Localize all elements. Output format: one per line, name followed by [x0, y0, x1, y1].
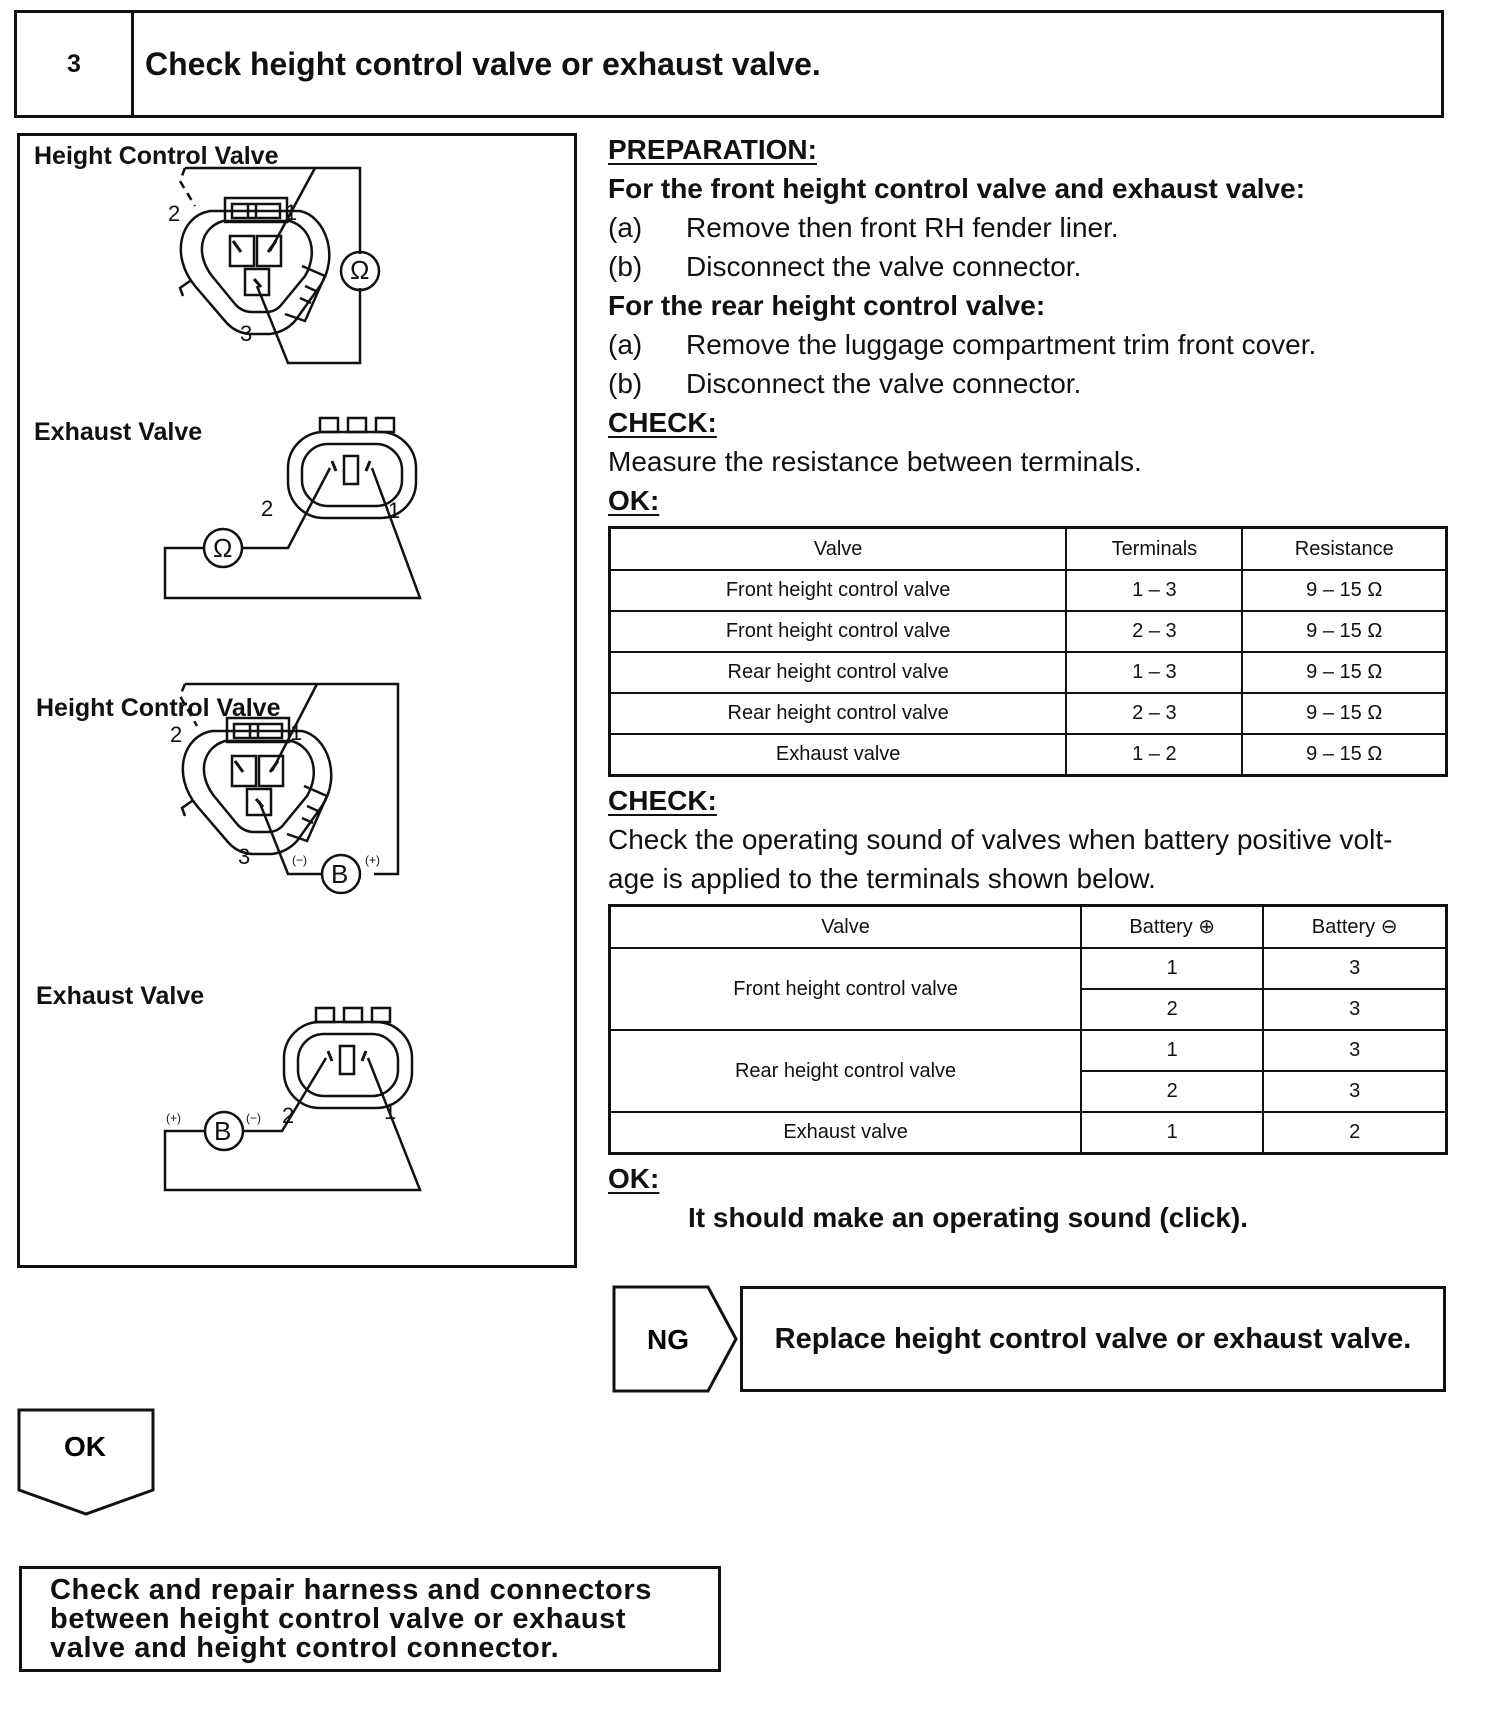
table-cell: 3: [1263, 989, 1446, 1030]
table-cell: 1 – 3: [1066, 652, 1242, 693]
table-header: Battery ⊕: [1081, 906, 1263, 949]
hcv2-terminal-2: 2: [170, 722, 183, 747]
step-label: (a): [608, 329, 643, 360]
table-cell: 2: [1263, 1112, 1446, 1154]
resistance-table: [608, 526, 1448, 777]
check-heading: CHECK:: [608, 407, 717, 438]
table-cell: 1 – 3: [1066, 570, 1242, 611]
check-text: Measure the resistance between terminals.: [608, 446, 1142, 477]
preparation-heading: PREPARATION:: [608, 134, 817, 165]
battery-minus-label: (−): [246, 1111, 261, 1125]
ok-heading: OK:: [608, 485, 660, 516]
step-label: (a): [608, 212, 643, 243]
table-cell: 1: [1081, 1112, 1263, 1154]
table-cell: 3: [1263, 1030, 1446, 1071]
step-label: (b): [608, 368, 643, 399]
final-action-line: valve and height control connector.: [50, 1632, 560, 1664]
battery-plus-label: (+): [166, 1111, 181, 1125]
table-cell: Rear height control valve: [610, 1030, 1082, 1112]
ev2-terminal-2: 2: [282, 1103, 295, 1128]
check-text-line: Check the operating sound of valves when battery positive volt-: [608, 824, 1393, 855]
table-cell: Rear height control valve: [610, 652, 1067, 693]
table-row: [610, 734, 1447, 776]
rear-heading: For the rear height control valve:: [608, 290, 1046, 321]
final-action-line: Check and repair harness and connectors: [50, 1574, 652, 1606]
hcv-connector-1: [180, 198, 329, 334]
table-cell: Exhaust valve: [610, 1112, 1082, 1154]
table-cell: 3: [1263, 948, 1446, 989]
table-cell: 2: [1081, 1071, 1263, 1112]
ev-connector-2: [284, 1008, 412, 1108]
hcv1-terminal-3: 3: [240, 321, 253, 346]
battery-table: [608, 904, 1448, 1155]
ok-text: It should make an operating sound (click).: [688, 1202, 1249, 1233]
table-cell: 9 – 15 Ω: [1242, 734, 1446, 776]
ohm-icon: Ω: [350, 255, 370, 285]
final-action-box: [19, 1566, 721, 1672]
ev1-terminal-1: 1: [388, 498, 401, 523]
table-cell: 9 – 15 Ω: [1242, 693, 1446, 734]
rear-step: [608, 325, 1458, 364]
ng-action-box: [740, 1286, 1446, 1392]
ev2-terminal-1: 1: [384, 1099, 397, 1124]
table-cell: 1: [1081, 1030, 1263, 1071]
table-cell: 1 – 2: [1066, 734, 1242, 776]
ng-label: NG: [647, 1324, 689, 1355]
diagram-panel: [17, 133, 577, 1268]
table-cell: 9 – 15 Ω: [1242, 611, 1446, 652]
step-label: (b): [608, 251, 643, 282]
ok-label: OK: [64, 1431, 106, 1462]
table-header-row: [610, 906, 1447, 949]
front-step: [608, 247, 1458, 286]
hcv1-terminal-2: 2: [168, 201, 181, 226]
ok-heading: OK:: [608, 1163, 660, 1194]
battery-icon: B: [214, 1116, 232, 1146]
table-cell: 9 – 15 Ω: [1242, 652, 1446, 693]
table-row: [610, 570, 1447, 611]
check-text-line: age is applied to the terminals shown below.: [608, 863, 1156, 894]
table-cell: 3: [1263, 1071, 1446, 1112]
battery-minus-label: (−): [292, 853, 307, 867]
hcv2-terminal-1: 1: [290, 720, 303, 745]
table-cell: 9 – 15 Ω: [1242, 570, 1446, 611]
step-title: Check height control valve or exhaust valve.: [145, 45, 821, 82]
table-header-row: [610, 528, 1447, 571]
connector-diagrams: [20, 136, 574, 1265]
front-step: [608, 208, 1458, 247]
table-header: Valve: [610, 528, 1067, 571]
final-action-line: between height control valve or exhaust: [50, 1603, 627, 1635]
step-header: [14, 10, 1444, 118]
hcv1-terminal-1: 1: [285, 200, 298, 225]
step-text: Disconnect the valve connector.: [686, 368, 1082, 399]
diagram-label-hcv-battery: Height Control Valve: [36, 694, 281, 722]
table-cell: 2: [1081, 989, 1263, 1030]
table-cell: Rear height control valve: [610, 693, 1067, 734]
diagram-label-ev-resistance: Exhaust Valve: [34, 418, 203, 446]
step-number: 3: [17, 13, 134, 115]
ng-action-text: Replace height control valve or exhaust valve.: [774, 1322, 1412, 1355]
table-header: Resistance: [1242, 528, 1446, 571]
table-cell: Front height control valve: [610, 570, 1067, 611]
diagram-label-hcv-resistance: Height Control Valve: [34, 142, 279, 170]
table-row: [610, 693, 1447, 734]
table-cell: Front height control valve: [610, 611, 1067, 652]
table-cell: Front height control valve: [610, 948, 1082, 1030]
table-header: Valve: [610, 906, 1082, 949]
step-text: Remove then front RH fender liner.: [686, 212, 1119, 243]
check-heading: CHECK:: [608, 785, 717, 816]
step-text: Remove the luggage compartment trim front cover.: [686, 329, 1317, 360]
hcv-connector-2: [182, 718, 331, 854]
battery-icon: B: [331, 859, 349, 889]
instructions: [608, 130, 1458, 1237]
table-cell: Exhaust valve: [610, 734, 1067, 776]
table-row: [610, 1030, 1447, 1071]
table-row: [610, 948, 1447, 989]
table-header: Terminals: [1066, 528, 1242, 571]
table-cell: 1: [1081, 948, 1263, 989]
table-cell: 2 – 3: [1066, 693, 1242, 734]
ev1-terminal-2: 2: [261, 496, 274, 521]
ok-arrow: [17, 1408, 157, 1518]
hcv2-terminal-3: 3: [238, 844, 251, 869]
ng-arrow: [612, 1285, 740, 1393]
rear-step: [608, 364, 1458, 403]
ohm-icon: Ω: [213, 533, 233, 563]
table-row: [610, 652, 1447, 693]
diagram-label-ev-battery: Exhaust Valve: [36, 982, 205, 1010]
battery-plus-label: (+): [365, 853, 380, 867]
step-text: Disconnect the valve connector.: [686, 251, 1082, 282]
table-cell: 2 – 3: [1066, 611, 1242, 652]
front-heading: For the front height control valve and exhaust valve:: [608, 173, 1306, 204]
table-header: Battery ⊖: [1263, 906, 1446, 949]
table-row: [610, 1112, 1447, 1154]
table-row: [610, 611, 1447, 652]
